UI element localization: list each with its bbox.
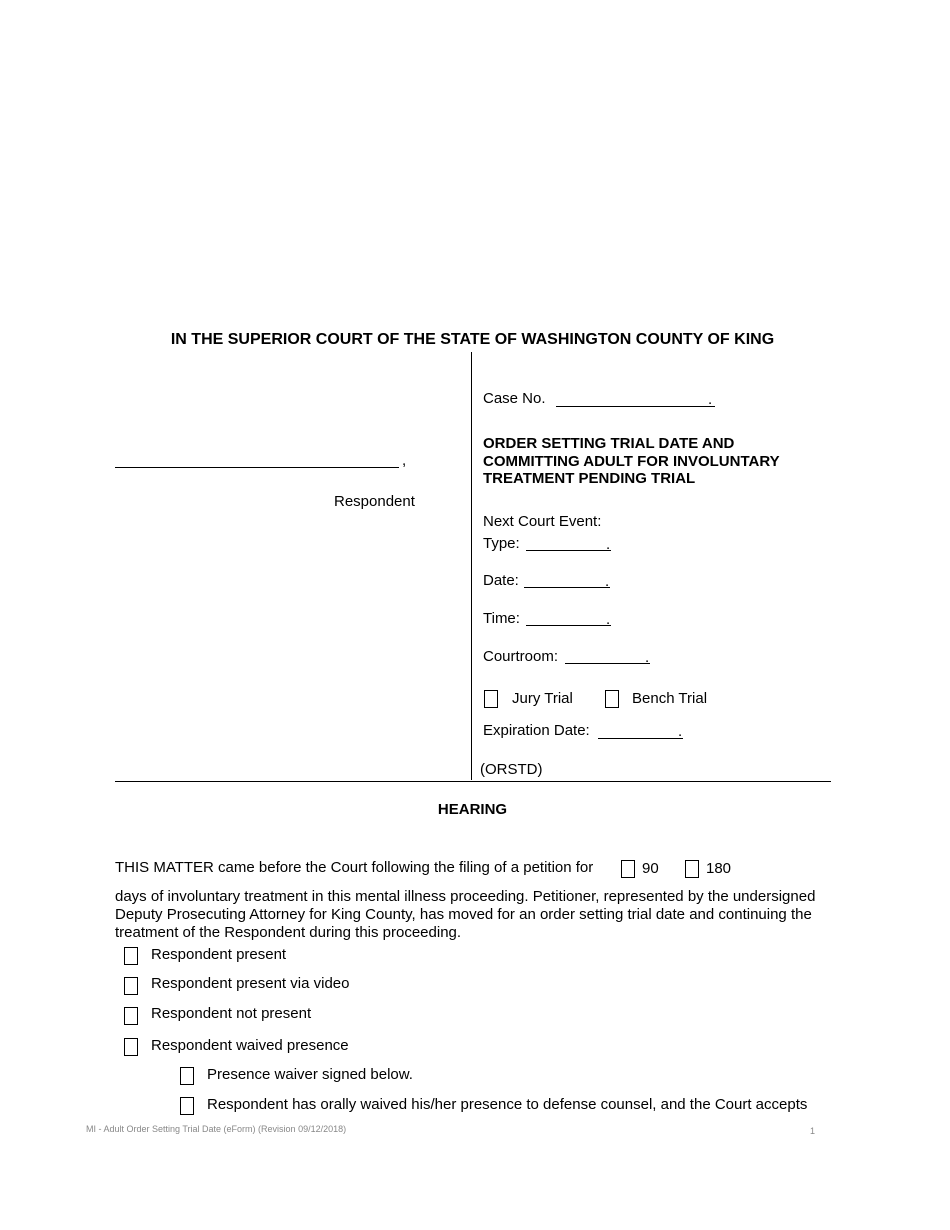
- respondent-label: Respondent: [334, 493, 415, 510]
- type-period: .: [606, 536, 611, 553]
- petition-90-label: 90: [642, 860, 659, 877]
- bench-trial-checkbox[interactable]: [605, 690, 619, 708]
- time-label: Time:: [483, 610, 520, 627]
- time-field[interactable]: [526, 625, 611, 626]
- order-title-line-3: TREATMENT PENDING TRIAL: [483, 470, 696, 487]
- footer-form-info: MI - Adult Order Setting Trial Date (eForm) (Revision 09/12/2018): [86, 1124, 347, 1134]
- caption-divider-horizontal: [115, 781, 831, 782]
- oral-waiver-checkbox[interactable]: [180, 1097, 194, 1115]
- respondent-name-field[interactable]: [115, 467, 399, 468]
- jury-trial-label: Jury Trial: [512, 690, 573, 707]
- caption-comma: ,: [402, 452, 407, 469]
- date-period: .: [605, 573, 610, 590]
- date-field[interactable]: [524, 587, 610, 588]
- petition-90-checkbox[interactable]: [621, 860, 635, 878]
- expiration-date-label: Expiration Date:: [483, 722, 590, 739]
- caption-divider-vertical: [471, 352, 472, 780]
- expiration-date-period: .: [678, 723, 683, 740]
- bench-trial-label: Bench Trial: [632, 690, 708, 707]
- date-label: Date:: [483, 572, 519, 589]
- form-code: (ORSTD): [480, 761, 543, 778]
- respondent-waived-label: Respondent waived presence: [151, 1037, 349, 1054]
- matter-continuation: days of involuntary treatment in this mental illness proceeding. Petitioner, represented by the undersigned Deputy Prosecuting Attorney for King County, has moved for an order setting trial date and continuing the treatment of the Respondent during this proceeding.: [115, 888, 816, 941]
- type-field[interactable]: [526, 550, 611, 551]
- courtroom-period: .: [645, 649, 650, 666]
- petition-180-checkbox[interactable]: [685, 860, 699, 878]
- case-no-field[interactable]: [556, 406, 715, 407]
- oral-waiver-label: Respondent has orally waived his/her presence to defense counsel, and the Court accepts: [207, 1096, 808, 1113]
- footer-page-number: 1: [810, 1126, 816, 1136]
- petition-180-label: 180: [706, 860, 732, 877]
- respondent-waived-checkbox[interactable]: [124, 1038, 138, 1056]
- waiver-signed-label: Presence waiver signed below.: [207, 1066, 413, 1083]
- matter-text: THIS MATTER came before the Court following the filing of a petition for: [115, 859, 594, 876]
- respondent-present-checkbox[interactable]: [124, 947, 138, 965]
- courtroom-field[interactable]: [565, 663, 650, 664]
- court-title: IN THE SUPERIOR COURT OF THE STATE OF WASHINGTON COUNTY OF KING: [170, 331, 775, 348]
- next-event-heading: Next Court Event:: [483, 513, 602, 530]
- case-no-period: .: [708, 391, 713, 408]
- respondent-present-label: Respondent present: [151, 946, 287, 963]
- time-period: .: [606, 611, 611, 628]
- respondent-not-present-label: Respondent not present: [151, 1005, 312, 1022]
- hearing-heading: HEARING: [437, 801, 508, 818]
- type-label: Type:: [483, 535, 520, 552]
- courtroom-label: Courtroom:: [483, 648, 559, 665]
- jury-trial-checkbox[interactable]: [484, 690, 498, 708]
- waiver-signed-checkbox[interactable]: [180, 1067, 194, 1085]
- respondent-not-present-checkbox[interactable]: [124, 1007, 138, 1025]
- respondent-video-checkbox[interactable]: [124, 977, 138, 995]
- respondent-video-label: Respondent present via video: [151, 975, 350, 992]
- order-title-line-2: COMMITTING ADULT FOR INVOLUNTARY: [483, 453, 780, 470]
- expiration-date-field[interactable]: [598, 738, 683, 739]
- case-no-label: Case No.: [483, 390, 546, 407]
- order-title-line-1: ORDER SETTING TRIAL DATE AND: [483, 435, 735, 452]
